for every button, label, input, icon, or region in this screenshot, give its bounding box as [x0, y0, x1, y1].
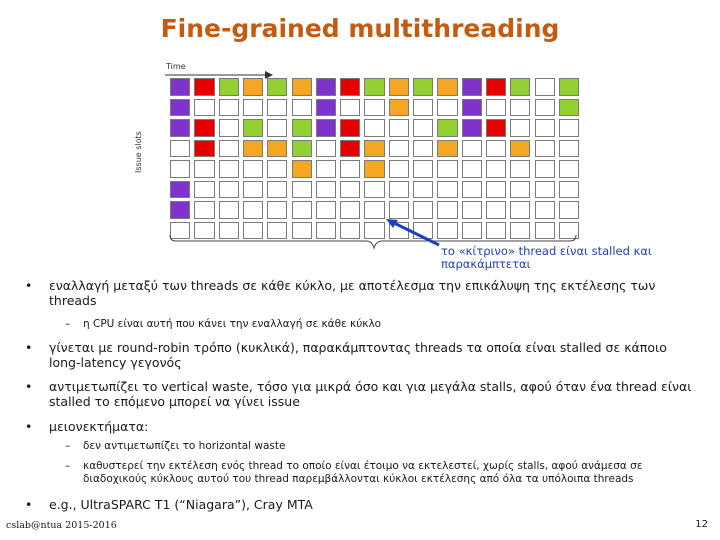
- issue-slot-cell: [292, 140, 312, 158]
- issue-slot-cell: [437, 201, 457, 219]
- issue-slot-cell: [292, 201, 312, 219]
- issue-slot-cell: [243, 160, 263, 178]
- issue-slot-cell: [292, 119, 312, 137]
- time-axis-label: Time: [166, 62, 186, 71]
- issue-slot-cell: [462, 181, 482, 199]
- bullet-glyph: •: [25, 379, 33, 394]
- issue-slot-cell: [316, 119, 336, 137]
- issue-slot-cell: [267, 99, 287, 117]
- issue-slot-cell: [267, 119, 287, 137]
- bullet-text: αντιμετωπίζει το vertical waste, τόσο για μικρά όσο και για μεγάλα stalls, αφού όταν ένα thread είναι: [49, 379, 692, 394]
- issue-slot-cell: [219, 78, 239, 96]
- issue-slot-cell: [316, 181, 336, 199]
- issue-slot-cell: [316, 78, 336, 96]
- issue-slot-cell: [462, 140, 482, 158]
- issue-slot-cell: [486, 99, 506, 117]
- issue-slot-cell: [292, 181, 312, 199]
- issue-slot-cell: [559, 119, 579, 137]
- sub-bullet-text: διαδοχικούς κύκλους αυτού του thread παρεμβάλλονται κύκλοι εκτέλεσης από όλα τα υπόλοιπα threads: [83, 473, 634, 485]
- issue-slot-cell: [510, 119, 530, 137]
- issue-slot-cell: [364, 78, 384, 96]
- issue-slot-cell: [389, 99, 409, 117]
- sub-bullet-text: καθυστερεί την εκτέλεση ενός thread το οποίο είναι έτοιμο να εκτελεστεί, χωρίς stalls, αφού ανάμεσα σε: [83, 460, 643, 472]
- slide-title: Fine-grained multithreading: [160, 14, 560, 43]
- issue-slot-cell: [486, 140, 506, 158]
- issue-slot-cell: [267, 78, 287, 96]
- issue-slot-cell: [219, 119, 239, 137]
- issue-slot-cell: [437, 140, 457, 158]
- issue-slot-cell: [486, 78, 506, 96]
- sub-bullet-text: η CPU είναι αυτή που κάνει την εναλλαγή σε κάθε κύκλο: [83, 318, 382, 330]
- issue-slot-cell: [219, 181, 239, 199]
- issue-slots-axis-label: Issue slots: [134, 131, 143, 173]
- issue-slot-cell: [340, 201, 360, 219]
- issue-slot-cell: [243, 181, 263, 199]
- issue-slot-cell: [389, 119, 409, 137]
- issue-slot-cell: [535, 181, 555, 199]
- issue-slot-cell: [219, 99, 239, 117]
- issue-slot-cell: [559, 181, 579, 199]
- issue-slot-cell: [559, 99, 579, 117]
- issue-slot-cell: [389, 160, 409, 178]
- issue-slot-cell: [559, 140, 579, 158]
- bullet-text: long-latency γεγονός: [49, 355, 182, 370]
- issue-slot-cell: [340, 160, 360, 178]
- issue-slot-cell: [316, 160, 336, 178]
- bullet-text: e.g., UltraSPARC T1 (“Niagara”), Cray MTA: [49, 497, 313, 512]
- issue-slot-cell: [292, 99, 312, 117]
- issue-slot-cell: [486, 119, 506, 137]
- issue-slot-cell: [340, 140, 360, 158]
- issue-slot-cell: [340, 99, 360, 117]
- issue-slot-cell: [194, 140, 214, 158]
- issue-slot-cell: [413, 119, 433, 137]
- bullet-text: μειονεκτήματα:: [49, 419, 149, 434]
- issue-slot-cell: [219, 160, 239, 178]
- issue-slot-cell: [364, 201, 384, 219]
- issue-slot-cell: [510, 140, 530, 158]
- bullet-text: stalled το επόμενο μπορεί να γίνει issue: [49, 394, 300, 409]
- page-number: 12: [695, 519, 708, 530]
- issue-slot-cell: [462, 99, 482, 117]
- issue-slot-cell: [413, 99, 433, 117]
- issue-slot-cell: [316, 140, 336, 158]
- issue-slot-cell: [194, 201, 214, 219]
- issue-slot-cell: [364, 140, 384, 158]
- issue-slot-cell: [535, 160, 555, 178]
- issue-slot-cell: [437, 160, 457, 178]
- issue-slot-cell: [559, 78, 579, 96]
- issue-slot-cell: [219, 140, 239, 158]
- issue-slot-cell: [292, 78, 312, 96]
- issue-slot-cell: [462, 160, 482, 178]
- issue-slot-cell: [219, 201, 239, 219]
- bullet-glyph: •: [25, 340, 33, 355]
- issue-slot-cell: [510, 160, 530, 178]
- issue-slot-cell: [170, 78, 190, 96]
- issue-slot-cell: [559, 160, 579, 178]
- issue-slot-cell: [510, 201, 530, 219]
- issue-slot-cell: [194, 99, 214, 117]
- issue-slot-cell: [364, 99, 384, 117]
- issue-slot-cell: [437, 78, 457, 96]
- issue-slot-cell: [535, 201, 555, 219]
- bullet-text: threads: [49, 293, 97, 308]
- issue-slot-cell: [535, 140, 555, 158]
- callout-arrow: [384, 218, 444, 248]
- issue-slot-cell: [389, 181, 409, 199]
- issue-slot-cell: [170, 119, 190, 137]
- issue-slot-cell: [389, 201, 409, 219]
- issue-slot-cell: [267, 181, 287, 199]
- bullet-text: εναλλαγή μεταξύ των threads σε κάθε κύκλο, με αποτέλεσμα την επικάλυψη της εκτέλεσης των: [49, 278, 656, 293]
- issue-slot-cell: [510, 181, 530, 199]
- issue-slot-cell: [364, 160, 384, 178]
- issue-slot-cell: [292, 160, 312, 178]
- issue-slot-cell: [267, 201, 287, 219]
- bullet-text: γίνεται με round-robin τρόπο (κυκλικά), παρακάμπτοντας threads τα οποία είναι stalled σε κάποιο: [49, 340, 667, 355]
- issue-slot-cell: [194, 119, 214, 137]
- issue-slot-cell: [486, 160, 506, 178]
- issue-slot-cell: [170, 181, 190, 199]
- sub-bullet-text: δεν αντιμετωπίζει το horizontal waste: [83, 440, 286, 452]
- issue-slot-cell: [170, 99, 190, 117]
- issue-slot-cell: [340, 78, 360, 96]
- issue-slot-cell: [243, 201, 263, 219]
- issue-slot-cell: [535, 78, 555, 96]
- issue-slot-cell: [389, 140, 409, 158]
- issue-slot-cell: [364, 181, 384, 199]
- bullet-glyph: •: [25, 278, 33, 293]
- issue-slot-cell: [340, 181, 360, 199]
- issue-slot-cell: [243, 119, 263, 137]
- issue-slot-cell: [510, 99, 530, 117]
- issue-slot-cell: [486, 181, 506, 199]
- issue-slot-cell: [535, 99, 555, 117]
- issue-slot-cell: [535, 119, 555, 137]
- issue-slot-cell: [462, 201, 482, 219]
- issue-slot-cell: [170, 201, 190, 219]
- issue-slot-cell: [194, 160, 214, 178]
- issue-slot-cell: [437, 99, 457, 117]
- issue-slot-cell: [243, 78, 263, 96]
- issue-slot-cell: [316, 99, 336, 117]
- stalled-thread-callout: το «κίτρινο» thread είναι stalled και παρακάμπτεται: [441, 244, 652, 271]
- issue-slot-cell: [486, 201, 506, 219]
- issue-slot-cell: [413, 181, 433, 199]
- issue-slot-cell: [243, 99, 263, 117]
- issue-slot-cell: [389, 78, 409, 96]
- issue-slot-cell: [413, 78, 433, 96]
- issue-slot-cell: [413, 140, 433, 158]
- issue-slot-cell: [267, 160, 287, 178]
- issue-slot-cell: [267, 140, 287, 158]
- bullet-glyph: •: [25, 497, 33, 512]
- issue-slot-cell: [170, 140, 190, 158]
- issue-slot-cell: [364, 119, 384, 137]
- issue-slot-cell: [194, 181, 214, 199]
- dash-glyph: –: [65, 440, 71, 452]
- issue-slot-cell: [462, 119, 482, 137]
- footer-source: cslab@ntua 2015-2016: [6, 520, 117, 531]
- issue-slot-cell: [559, 201, 579, 219]
- issue-slot-cell: [194, 78, 214, 96]
- dash-glyph: –: [65, 460, 71, 472]
- dash-glyph: –: [65, 318, 71, 330]
- issue-slot-cell: [462, 78, 482, 96]
- issue-slot-cell: [316, 201, 336, 219]
- issue-slot-cell: [510, 78, 530, 96]
- issue-slot-cell: [437, 181, 457, 199]
- bullet-glyph: •: [25, 419, 33, 434]
- issue-slot-cell: [413, 201, 433, 219]
- thread-issue-diagram: [134, 58, 598, 253]
- issue-slot-cell: [437, 119, 457, 137]
- issue-slot-cell: [243, 140, 263, 158]
- issue-slot-cell: [170, 160, 190, 178]
- issue-slot-cell: [413, 160, 433, 178]
- issue-slot-cell: [340, 119, 360, 137]
